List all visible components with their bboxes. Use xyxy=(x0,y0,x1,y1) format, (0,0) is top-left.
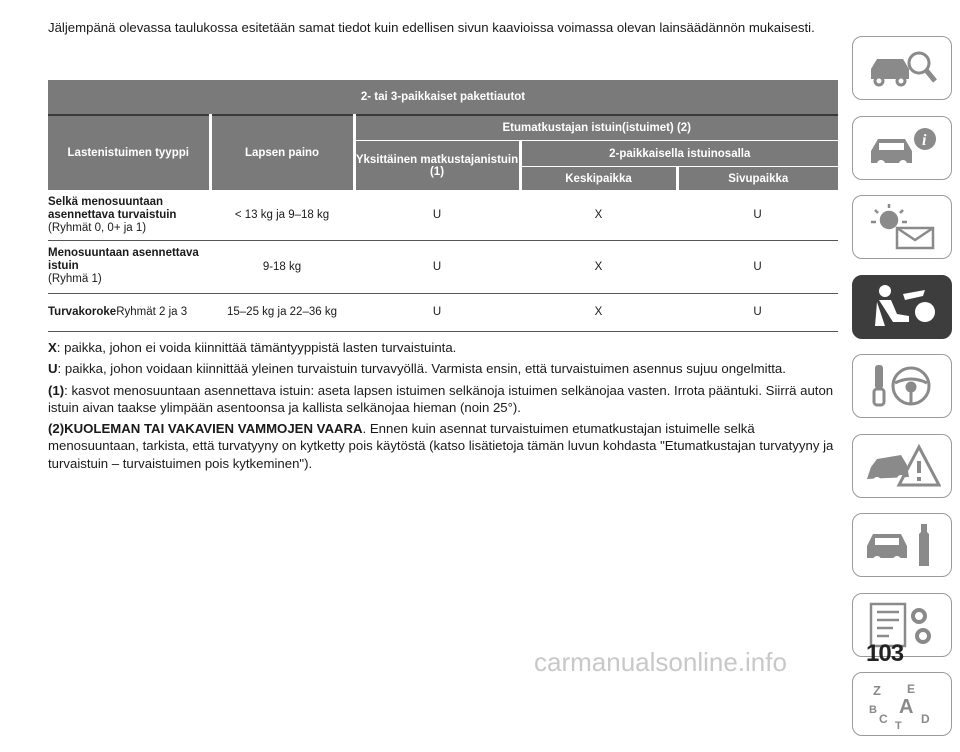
note-x: X: paikka, johon ei voida kiinnittää tämäntyyppistä lasten turvaistuinta. xyxy=(48,340,457,355)
svg-text:B: B xyxy=(869,704,877,716)
note-u: U: paikka, johon voidaan kiinnittää yleinen turvaistuin turvavyöllä. Varmista ensin, että turvaistuimen asennus sujuu ongelmitta. xyxy=(48,361,786,377)
middle-seat-cell: X xyxy=(520,294,677,332)
alphabetical-index-icon xyxy=(863,679,941,729)
warning-light-message-icon xyxy=(863,202,941,252)
col-header-front-seats: Etumatkustajan istuin(istuimet) (2) xyxy=(354,115,838,141)
col-header-seat-type: Lastenistuimen tyyppi xyxy=(48,115,210,191)
table-row xyxy=(48,191,838,241)
key-steering-wheel-icon xyxy=(863,361,941,411)
col-header-middle: Keskipaikka xyxy=(520,167,677,191)
side-seat-cell: U xyxy=(677,241,838,294)
tab-maintenance[interactable] xyxy=(852,513,952,577)
side-seat-cell: U xyxy=(677,191,838,241)
table-row xyxy=(48,294,838,332)
svg-text:D: D xyxy=(921,712,930,726)
seat-type-cell: Selkä menosuuntaan asennettava turvaistuin (Ryhmät 0, 0+ ja 1) xyxy=(48,191,210,241)
tab-emergency[interactable] xyxy=(852,434,952,498)
table-title: 2- tai 3-paikkaiset pakettiautot xyxy=(48,80,838,115)
side-seat-cell: U xyxy=(677,294,838,332)
middle-seat-cell: X xyxy=(520,241,677,294)
col-header-double-seat: 2-paikkaisella istuinosalla xyxy=(520,141,838,167)
weight-cell: < 13 kg ja 9–18 kg xyxy=(210,191,354,241)
weight-cell: 9-18 kg xyxy=(210,241,354,294)
col-header-side: Sivupaikka xyxy=(677,167,838,191)
seat-airbag-icon xyxy=(863,282,941,332)
svg-text:Z: Z xyxy=(873,683,881,698)
svg-text:T: T xyxy=(895,720,902,729)
single-seat-cell: U xyxy=(354,241,520,294)
tab-index[interactable] xyxy=(852,672,952,736)
intro-text: Jäljempänä olevassa taulukossa esitetään samat tiedot kuin edellisen sivun kaavioissa voimassa olevan lainsäädännön mukaisesti. xyxy=(48,20,815,36)
col-header-single-seat: Yksittäinen matkustajanistuin (1) xyxy=(354,141,520,191)
legend-notes xyxy=(48,339,838,476)
col-header-child-weight: Lapsen paino xyxy=(210,115,354,191)
weight-cell: 15–25 kg ja 22–36 kg xyxy=(210,294,354,332)
car-emergency-icon xyxy=(863,441,941,491)
tab-warning-lights[interactable] xyxy=(852,195,952,259)
tab-car-info[interactable] xyxy=(852,116,952,180)
car-info-icon xyxy=(863,123,941,173)
svg-text:i: i xyxy=(922,131,927,149)
single-seat-cell: U xyxy=(354,191,520,241)
seat-type-cell: Menosuuntaan asennettava istuin (Ryhmä 1) xyxy=(48,241,210,294)
svg-text:A: A xyxy=(899,696,914,718)
single-seat-cell: U xyxy=(354,294,520,332)
seat-type-cell: TurvakorokeRyhmät 2 ja 3 xyxy=(48,294,210,332)
page-number: 103 xyxy=(866,640,904,667)
car-search-icon xyxy=(863,43,941,93)
tab-car-search[interactable] xyxy=(852,36,952,100)
note-1: (1): kasvot menosuuntaan asennettava istuin: aseta lapsen istuimen selkänoja istuimen selkänojaa vasten. Irrota pääntuki. Siirrä auton istuin aivan taakse ylimpään asentoonsa ja kallista selkänojaa hieman (noin 25°). xyxy=(48,382,834,415)
watermark-text: carmanualsonline.info xyxy=(534,647,787,677)
tab-safety[interactable] xyxy=(852,275,952,339)
table-row xyxy=(48,241,838,294)
note-2-warning: (2)KUOLEMAN TAI VAKAVIEN VAMMOJEN VAARA. Ennen kuin asennat turvaistuimen etumatkustajan istuimelle selkä menosuuntaan, tarkista, että turvatyyny on kytketty pois käytöstä (katso lisätietoja tämän luvun kohdasta "Etumatkustajan turvatyyny ja turvaistuin – turvaistuimen pois kytkeminen"). xyxy=(48,421,834,471)
tab-starting-driving[interactable] xyxy=(852,354,952,418)
svg-text:E: E xyxy=(907,682,916,696)
svg-text:C: C xyxy=(879,712,888,726)
middle-seat-cell: X xyxy=(520,191,677,241)
child-seat-table xyxy=(48,80,838,332)
car-maintenance-icon xyxy=(863,520,941,570)
